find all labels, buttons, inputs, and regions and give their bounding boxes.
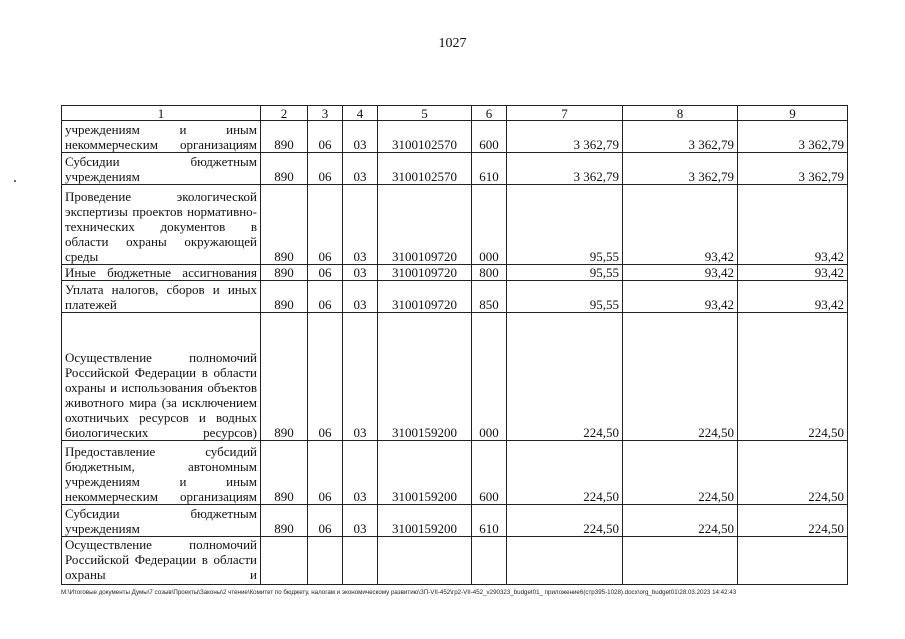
row-ved-code xyxy=(261,537,308,585)
row-expense-type-code xyxy=(472,537,507,585)
row-expense-type-code: 600 xyxy=(472,441,507,505)
row-expense-type-code: 000 xyxy=(472,185,507,265)
table-row xyxy=(62,281,848,313)
row-amount-col-8: 93,42 xyxy=(623,281,738,313)
row-amount-col-9 xyxy=(738,537,848,585)
row-ved-code: 890 xyxy=(261,265,308,281)
row-ved-code: 890 xyxy=(261,441,308,505)
row-subsection-code: 03 xyxy=(343,313,378,441)
page-number: 1027 xyxy=(438,36,467,51)
row-subsection-code: 03 xyxy=(343,121,378,153)
row-subsection-code: 03 xyxy=(343,441,378,505)
row-target-article-code xyxy=(378,537,472,585)
row-amount-col-7: 95,55 xyxy=(507,185,623,265)
table-row xyxy=(62,121,848,153)
row-amount-col-9: 93,42 xyxy=(738,265,848,281)
row-amount-col-8: 3 362,79 xyxy=(623,121,738,153)
row-ved-code: 890 xyxy=(261,185,308,265)
row-amount-col-7: 3 362,79 xyxy=(507,153,623,185)
table-row xyxy=(62,505,848,537)
header-col-9: 9 xyxy=(738,106,848,121)
row-subsection-code: 03 xyxy=(343,153,378,185)
row-subsection-code: 03 xyxy=(343,265,378,281)
row-expense-type-code: 800 xyxy=(472,265,507,281)
row-amount-col-7 xyxy=(507,537,623,585)
row-amount-col-7: 95,55 xyxy=(507,265,623,281)
table-row xyxy=(62,185,848,265)
row-subsection-code: 03 xyxy=(343,185,378,265)
table-row xyxy=(62,153,848,185)
row-target-article-code: 3100102570 xyxy=(378,121,472,153)
header-col-5: 5 xyxy=(378,106,472,121)
row-target-article-code: 3100159200 xyxy=(378,505,472,537)
row-target-article-code: 3100109720 xyxy=(378,185,472,265)
row-target-article-code: 3100109720 xyxy=(378,281,472,313)
row-section-code: 06 xyxy=(308,313,343,441)
row-amount-col-9: 93,42 xyxy=(738,185,848,265)
row-amount-col-8: 93,42 xyxy=(623,265,738,281)
row-ved-code: 890 xyxy=(261,121,308,153)
header-col-8: 8 xyxy=(623,106,738,121)
row-amount-col-9: 93,42 xyxy=(738,281,848,313)
row-section-code: 06 xyxy=(308,281,343,313)
row-section-code: 06 xyxy=(308,265,343,281)
row-amount-col-7: 3 362,79 xyxy=(507,121,623,153)
row-target-article-code: 3100102570 xyxy=(378,153,472,185)
row-section-code: 06 xyxy=(308,153,343,185)
row-subsection-code: 03 xyxy=(343,505,378,537)
row-amount-col-7: 95,55 xyxy=(507,281,623,313)
table-row xyxy=(62,441,848,505)
row-amount-col-8: 224,50 xyxy=(623,441,738,505)
header-col-4: 4 xyxy=(343,106,378,121)
row-expense-type-code: 610 xyxy=(472,505,507,537)
row-ved-code: 890 xyxy=(261,153,308,185)
header-col-3: 3 xyxy=(308,106,343,121)
row-section-code: 06 xyxy=(308,441,343,505)
row-amount-col-8: 224,50 xyxy=(623,505,738,537)
header-col-1: 1 xyxy=(62,106,261,121)
row-expense-type-code: 610 xyxy=(472,153,507,185)
row-ved-code: 890 xyxy=(261,281,308,313)
row-expense-type-code: 000 xyxy=(472,313,507,441)
row-name-cell: Уплата налогов, сборов и иных платежей xyxy=(62,281,261,313)
row-section-code: 06 xyxy=(308,505,343,537)
budget-table xyxy=(61,105,848,585)
table-row xyxy=(62,313,848,441)
header-col-2: 2 xyxy=(261,106,308,121)
row-amount-col-9: 224,50 xyxy=(738,313,848,441)
header-col-7: 7 xyxy=(507,106,623,121)
row-section-code xyxy=(308,537,343,585)
row-name-cell: Предоставление субсидий бюджетным, автономным учреждениям и иным некоммерческим организациям xyxy=(62,441,261,505)
table-header-row xyxy=(62,106,848,121)
row-amount-col-7: 224,50 xyxy=(507,441,623,505)
row-target-article-code: 3100159200 xyxy=(378,441,472,505)
row-expense-type-code: 850 xyxy=(472,281,507,313)
row-subsection-code: 03 xyxy=(343,281,378,313)
row-amount-col-9: 224,50 xyxy=(738,505,848,537)
row-amount-col-9: 3 362,79 xyxy=(738,153,848,185)
row-target-article-code: 3100109720 xyxy=(378,265,472,281)
document-file-path: M:\Итоговые документы Думы\7 созыв\Проекты\Законы\2 чтение\Комитет по бюджету, налогам и экономическому развитию\ЗП-VII-452\гр2-VII-452_v290323_budget01_ приложение6(стр395-1028).docx\org_budget01\28.03.2023 14:42:43 xyxy=(61,589,737,596)
row-name-cell: Осуществление полномочий Российской Федерации в области охраны и использования объектов животного мира (за исключением охотничьих ресурсов и водных биологических ресурсов) xyxy=(62,313,261,441)
row-amount-col-8 xyxy=(623,537,738,585)
row-amount-col-8: 3 362,79 xyxy=(623,153,738,185)
row-name-cell: Иные бюджетные ассигнования xyxy=(62,265,261,281)
table-row xyxy=(62,265,848,281)
row-ved-code: 890 xyxy=(261,313,308,441)
row-section-code: 06 xyxy=(308,121,343,153)
row-amount-col-8: 93,42 xyxy=(623,185,738,265)
header-col-6: 6 xyxy=(472,106,507,121)
row-amount-col-7: 224,50 xyxy=(507,313,623,441)
row-name-cell: Проведение экологической экспертизы проектов нормативно-технических документов в области охраны окружающей среды xyxy=(62,185,261,265)
row-subsection-code xyxy=(343,537,378,585)
row-ved-code: 890 xyxy=(261,505,308,537)
scan-dot-mark xyxy=(14,180,16,182)
table-body xyxy=(62,106,848,585)
row-section-code: 06 xyxy=(308,185,343,265)
table-row xyxy=(62,537,848,585)
row-amount-col-9: 224,50 xyxy=(738,441,848,505)
row-target-article-code: 3100159200 xyxy=(378,313,472,441)
row-amount-col-8: 224,50 xyxy=(623,313,738,441)
row-expense-type-code: 600 xyxy=(472,121,507,153)
row-amount-col-9: 3 362,79 xyxy=(738,121,848,153)
row-name-cell: Субсидии бюджетным учреждениям xyxy=(62,153,261,185)
row-name-cell: учреждениям и иным некоммерческим организациям xyxy=(62,121,261,153)
row-name-cell: Осуществление полномочий Российской Федерации в области охраны и xyxy=(62,537,261,585)
row-name-cell: Субсидии бюджетным учреждениям xyxy=(62,505,261,537)
row-amount-col-7: 224,50 xyxy=(507,505,623,537)
